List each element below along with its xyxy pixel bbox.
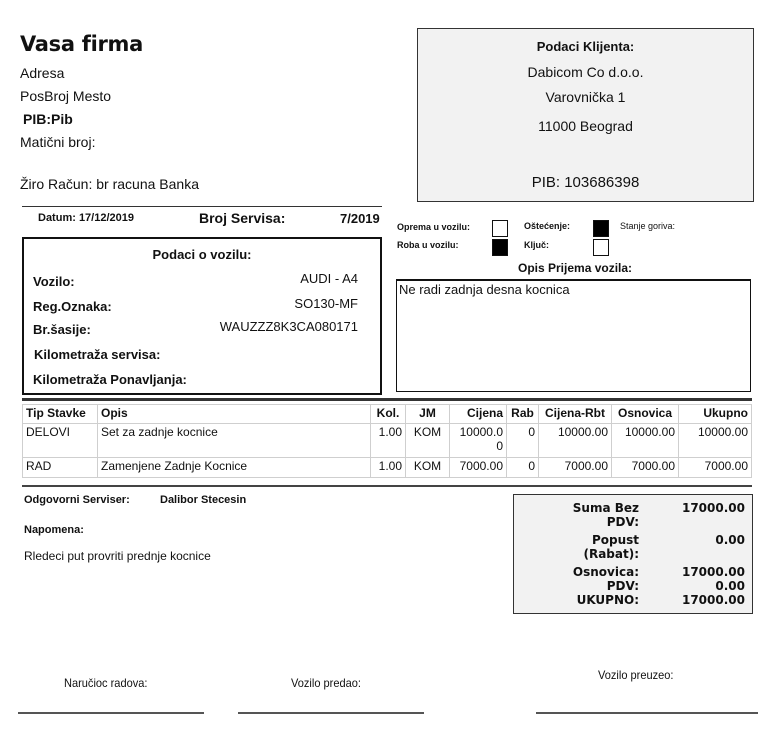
signature-predao-label: Vozilo predao:	[291, 676, 361, 690]
prijem-title: Opis Prijema vozila:	[518, 261, 633, 275]
cell-rab: 0	[507, 424, 539, 458]
serviser-label: Odgovorni Serviser:	[24, 494, 130, 506]
ostecenje-label: Oštećenje:	[524, 221, 571, 231]
signature-line-narucioc	[18, 712, 204, 714]
reg-value: SO130-MF	[294, 296, 358, 311]
divider	[22, 398, 752, 401]
popust-value: 0.00	[715, 533, 745, 547]
col-cijena-rbt: Cijena-Rbt	[539, 405, 612, 424]
cell-cijena-rbt: 10000.00	[539, 424, 612, 458]
cell-jm: KOM	[406, 424, 450, 458]
km-service-label: Kilometraža servisa:	[34, 347, 161, 362]
ukupno-label: UKUPNO:	[576, 593, 639, 607]
divider	[22, 206, 382, 207]
cell-tip: DELOVI	[23, 424, 98, 458]
cell-opis: Zamenjene Zadnje Kocnice	[98, 458, 371, 478]
chassis-value: WAUZZZ8K3CA080171	[219, 319, 358, 334]
cell-opis: Set za zadnje kocnice	[98, 424, 371, 458]
chassis-label: Br.šasije:	[33, 322, 91, 337]
prijem-description: Ne radi zadnja desna kocnica	[396, 279, 751, 392]
table-row	[23, 458, 752, 478]
client-street: Varovnička 1	[545, 89, 626, 105]
osnovica-label: Osnovica:	[572, 565, 639, 579]
col-cijena: Cijena	[450, 405, 507, 424]
company-pib: PIB:Pib	[23, 111, 73, 127]
client-info-box	[417, 28, 754, 202]
suma-bez-pdv-label: Suma Bez PDV:	[572, 501, 639, 529]
oprema-checkbox[interactable]	[492, 220, 508, 237]
vehicle-title: Podaci o vozilu:	[152, 247, 252, 262]
suma-bez-pdv-value: 17000.00	[681, 501, 745, 515]
osnovica-value: 17000.00	[681, 565, 745, 579]
service-number: 7/2019	[340, 211, 380, 226]
company-city: PosBroj Mesto	[20, 88, 112, 104]
signature-line-preuzeo	[536, 712, 758, 714]
kljuc-label: Ključ:	[524, 240, 550, 250]
cell-ukupno: 10000.00	[679, 424, 752, 458]
napomena-label: Napomena:	[24, 524, 84, 536]
cell-cijena-rbt: 7000.00	[539, 458, 612, 478]
cell-tip: RAD	[23, 458, 98, 478]
cell-jm: KOM	[406, 458, 450, 478]
company-name: Vasa firma	[20, 32, 144, 56]
stanje-goriva-label: Stanje goriva:	[620, 221, 676, 231]
totals-box	[513, 494, 753, 614]
cell-cijena: 10000.00	[450, 424, 507, 458]
kljuc-checkbox[interactable]	[593, 239, 609, 256]
cell-osnovica: 7000.00	[612, 458, 679, 478]
client-city: 11000 Beograd	[538, 118, 633, 134]
signature-line-predao	[238, 712, 424, 714]
km-repeat-label: Kilometraža Ponavljanja:	[33, 372, 187, 387]
service-number-label: Broj Servisa:	[199, 210, 286, 226]
vehicle-value: AUDI - A4	[300, 271, 358, 286]
reg-label: Reg.Oznaka:	[33, 299, 112, 314]
client-pib: PIB: 103686398	[531, 174, 640, 191]
cell-ukupno: 7000.00	[679, 458, 752, 478]
company-address: Adresa	[20, 65, 65, 81]
company-ziro-racun: Žiro Račun: br racuna Banka	[20, 176, 199, 192]
service-date: Datum: 17/12/2019	[38, 212, 134, 224]
col-ukupno: Ukupno	[679, 405, 752, 424]
col-kol: Kol.	[371, 405, 406, 424]
popust-label: Popust (Rabat):	[583, 533, 639, 561]
items-table	[22, 404, 752, 478]
pdv-label: PDV:	[606, 579, 639, 593]
napomena-text: Rledeci put provriti prednje kocnice	[24, 549, 211, 563]
cell-kol: 1.00	[371, 458, 406, 478]
oprema-label: Oprema u vozilu:	[397, 222, 471, 232]
signature-preuzeo-label: Vozilo preuzeo:	[598, 668, 674, 682]
table-row	[23, 424, 752, 458]
col-rab: Rab	[507, 405, 539, 424]
pdv-value: 0.00	[715, 579, 745, 593]
roba-checkbox[interactable]	[492, 239, 508, 256]
cell-cijena: 7000.00	[450, 458, 507, 478]
col-jm: JM	[406, 405, 450, 424]
col-opis: Opis	[98, 405, 371, 424]
divider	[22, 485, 752, 487]
vehicle-label: Vozilo:	[33, 274, 75, 289]
cell-rab: 0	[507, 458, 539, 478]
client-name: Dabicom Co d.o.o.	[527, 64, 644, 80]
vehicle-info-box	[22, 237, 382, 395]
col-osnovica: Osnovica	[612, 405, 679, 424]
client-title: Podaci Klijenta:	[536, 39, 635, 54]
roba-label: Roba u vozilu:	[397, 240, 459, 250]
company-maticni-broj: Matični broj:	[20, 134, 96, 150]
ostecenje-checkbox[interactable]	[593, 220, 609, 237]
col-tip-stavke: Tip Stavke	[23, 405, 98, 424]
cell-kol: 1.00	[371, 424, 406, 458]
ukupno-value: 17000.00	[681, 593, 745, 607]
table-header-row	[23, 405, 752, 424]
serviser-name: Dalibor Stecesin	[160, 494, 247, 506]
cell-osnovica: 10000.00	[612, 424, 679, 458]
signature-narucioc-label: Naručioc radova:	[64, 676, 148, 690]
